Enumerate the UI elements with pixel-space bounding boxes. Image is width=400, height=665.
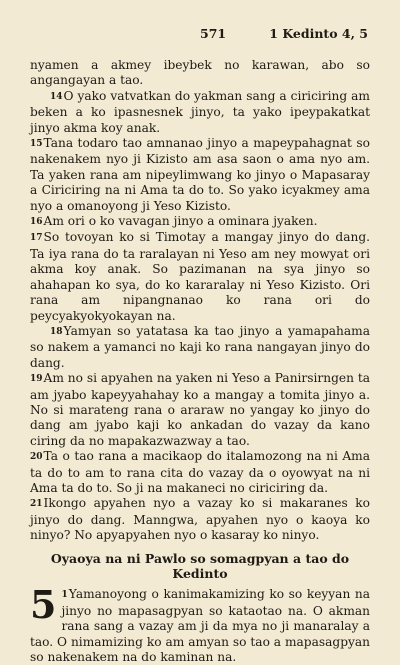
chapter-number: 5 (30, 582, 57, 628)
verse-number: 15 (30, 139, 43, 150)
verse-text: Yamanoyong o kanimakamizing ko so keyyan na jinyo no mapasagpyan so kataotao na. O akman rana sang a vazay am ji da mya no ji manaralay a tao. O nimamizing ko am amyan so tao a mapasagpyan so nakenakem na do kaminan na. (30, 587, 370, 665)
paragraph (30, 496, 370, 543)
verse-number: 17 (30, 233, 43, 244)
paragraph (30, 324, 370, 371)
paragraph (30, 214, 370, 230)
paragraph (30, 371, 370, 449)
chapter-paragraph (30, 582, 370, 665)
running-head (30, 26, 370, 44)
verse-number: 16 (30, 217, 43, 228)
verse-text: Yamyan so yatatasa ka tao jinyo a yamapahama so nakem a yamanci no kaji ko rana nangayan jinyo do dang. (30, 323, 370, 370)
verse-text: Am no si apyahen na yaken ni Yeso a Panirsirngen ta am jyabo kapeyyahahay ko a mangay a tomita jinyo a. No si marateng rana o araraw no yangay ko jinyo do dang am jyabo kaji ko ankadan do vazay da kano ciring da no mapakazwazway a tao. (30, 371, 370, 448)
paragraph (30, 89, 370, 136)
verse-text: So tovoyan ko si Timotay a mangay jinyo do dang. Ta iya rana do ta raralayan ni Yeso am ney mowyat ori akma koy anak. So pazimanan na sya jinyo so ahahapan ko sya, do ko kararalay ni Yeso Kizisto. Ori rana am nipangnanao ko rana ori do peycyakyokyokayan na. (30, 230, 370, 323)
verse-number: 21 (30, 499, 43, 510)
verse-number: 1 (61, 590, 68, 601)
page-number: 571 (200, 26, 227, 41)
scripture-text (30, 58, 370, 665)
verse-text: nyamen a akmey ibeybek no karawan, abo so angangayan a tao. (30, 58, 370, 88)
verse-number: 20 (30, 452, 43, 463)
verse-text: Ta o tao rana a macikaop do italamozong na ni Ama ta do to am to rana cita do vazay da o oyowyat na ni Ama ta do to. So ji na makaneci no ciriciring da. (30, 449, 370, 495)
verse-text: Ikongo apyahen nyo a vazay ko si makaranes ko jinyo do dang. Manngwa, apyahen nyo o kaoya ko ninyo? No apyapyahen nyo o kasaray ko ninyo. (30, 496, 370, 543)
verse-number: 19 (30, 374, 43, 385)
verse-number: 14 (50, 91, 63, 102)
verse-text: Am ori o ko vavagan jinyo a ominara jyaken. (43, 214, 318, 229)
paragraph (30, 230, 370, 323)
verse-text: Tana todaro tao amnanao jinyo a mapeypahagnat so nakenakem nyo ji Kizisto am asa saon o ama nyo am. Ta yaken rana am nipeylimwang ko jinyo o Mapasaray a Ciriciring na ni Ama ta do to. So yako icyakmey ama nyo a omanoyong ji Yeso Kizisto. (30, 136, 370, 213)
paragraph (30, 136, 370, 214)
verse-number: 18 (50, 326, 63, 337)
section-heading: Oyaoya na ni Pawlo so somagpyan a tao do Kedinto (50, 550, 350, 581)
paragraph (30, 58, 370, 89)
paragraph (30, 449, 370, 496)
verse-text: O yako vatvatkan do yakman sang a ciriciring am beken a ko ipasnesnek jinyo, ta yako ipeypakatkat jinyo akma koy anak. (30, 88, 370, 135)
book-reference: 1 Kedinto 4, 5 (269, 26, 368, 41)
